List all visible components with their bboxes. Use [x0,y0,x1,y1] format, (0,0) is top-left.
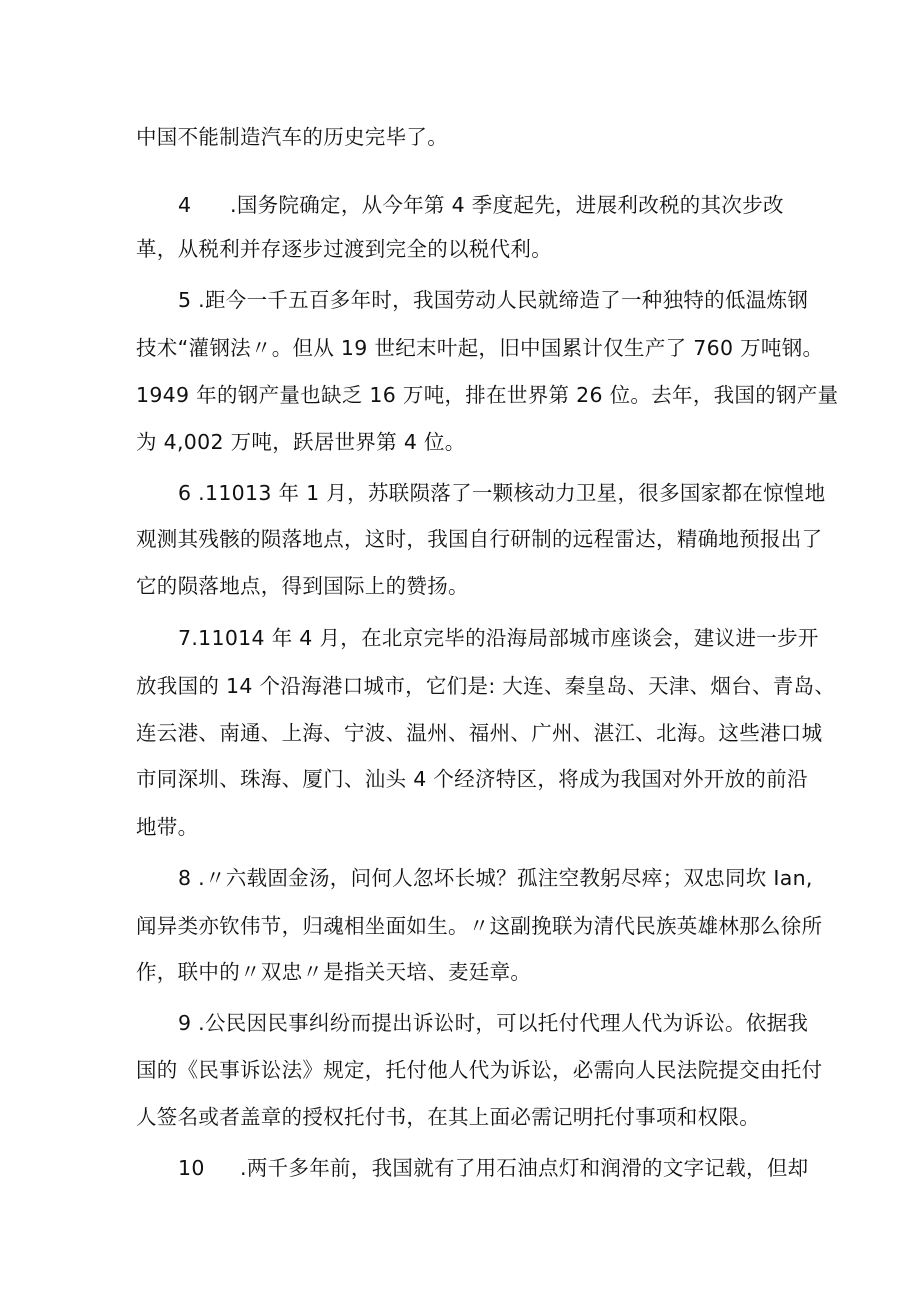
paragraph-4-line-2: 革，从税利并存逐步过渡到完全的以税代利。 [136,237,552,261]
paragraph-5-line-4: 为 4,002 万吨，跃居世界第 4 位。 [136,430,466,454]
paragraph-7-line-2: 放我国的 14 个沿海港口城市，它们是: 大连、秦皇岛、天津、烟台、青岛、 [136,674,836,698]
paragraph-7-line-4: 市同深圳、珠海、厦门、汕头 4 个经济特区，将成为我国对外开放的前沿 [136,767,808,791]
paragraph-4-text: .国务院确定，从今年第 4 季度起先，进展利改税的其次步改 [230,193,784,217]
paragraph-7-line-1: 7.11014 年 4 月，在北京完毕的沿海局部城市座谈会，建议进一步开 [178,626,819,650]
paragraph-6-line-1: 6 .11013 年 1 月，苏联陨落了一颗核动力卫星，很多国家都在惊惶地 [178,481,826,505]
paragraph-5-line-1: 5 .距今一千五百多年时，我国劳动人民就缔造了一种独特的低温炼钢 [178,288,809,312]
paragraph-7-line-3: 连云港、南通、上海、宁波、温州、福州、广州、湛江、北海。这些港口城 [136,721,823,745]
paragraph-8-line-3: 作，联中的〃双忠〃是指关天培、麦廷章。 [136,960,532,984]
paragraph-8-line-2: 闻异类亦钦伟节，归魂相坐面如生。〃这副挽联为清代民族英雄林那么徐所 [136,914,823,938]
paragraph-3-line-1: 中国不能制造汽车的历史完毕了。 [136,125,448,149]
paragraph-5-line-3: 1949 年的钢产量也缺乏 16 万吨，排在世界第 26 位。去年，我国的钢产量 [136,383,839,407]
paragraph-4-line-1 [178,190,784,220]
paragraph-5-line-2: 技术“灌钢法〃。但从 19 世纪末叶起，旧中国累计仅生产了 760 万吨钢。 [136,336,824,360]
paragraph-6-line-3: 它的陨落地点，得到国际上的赞扬。 [136,574,469,598]
paragraph-10-text: .两千多年前，我国就有了用石油点灯和润滑的文字记载，但却 [240,1156,809,1180]
paragraph-7-line-5: 地带。 [136,815,199,839]
paragraph-10-number: 10 [178,1156,205,1180]
paragraph-10-line-1 [178,1153,808,1183]
paragraph-6-line-2: 观测其残骸的陨落地点，这时，我国自行研制的远程雷达，精确地预报出了 [136,527,823,551]
paragraph-8-line-1: 8 .〃六载固金汤，问何人忽坏长城？孤注空教躬尽瘁；双忠同坎 Ian, [178,866,813,890]
paragraph-9-line-2: 国的《民事诉讼法》规定，托付他人代为诉讼，必需向人民法院提交由托付 [136,1058,823,1082]
paragraph-4-number: 4 [178,193,192,217]
paragraph-9-line-3: 人签名或者盖章的授权托付书，在其上面必需记明托付事项和权限。 [136,1105,760,1129]
paragraph-9-line-1: 9 .公民因民事纠纷而提出诉讼时，可以托付代理人代为诉讼。依据我 [178,1011,809,1035]
